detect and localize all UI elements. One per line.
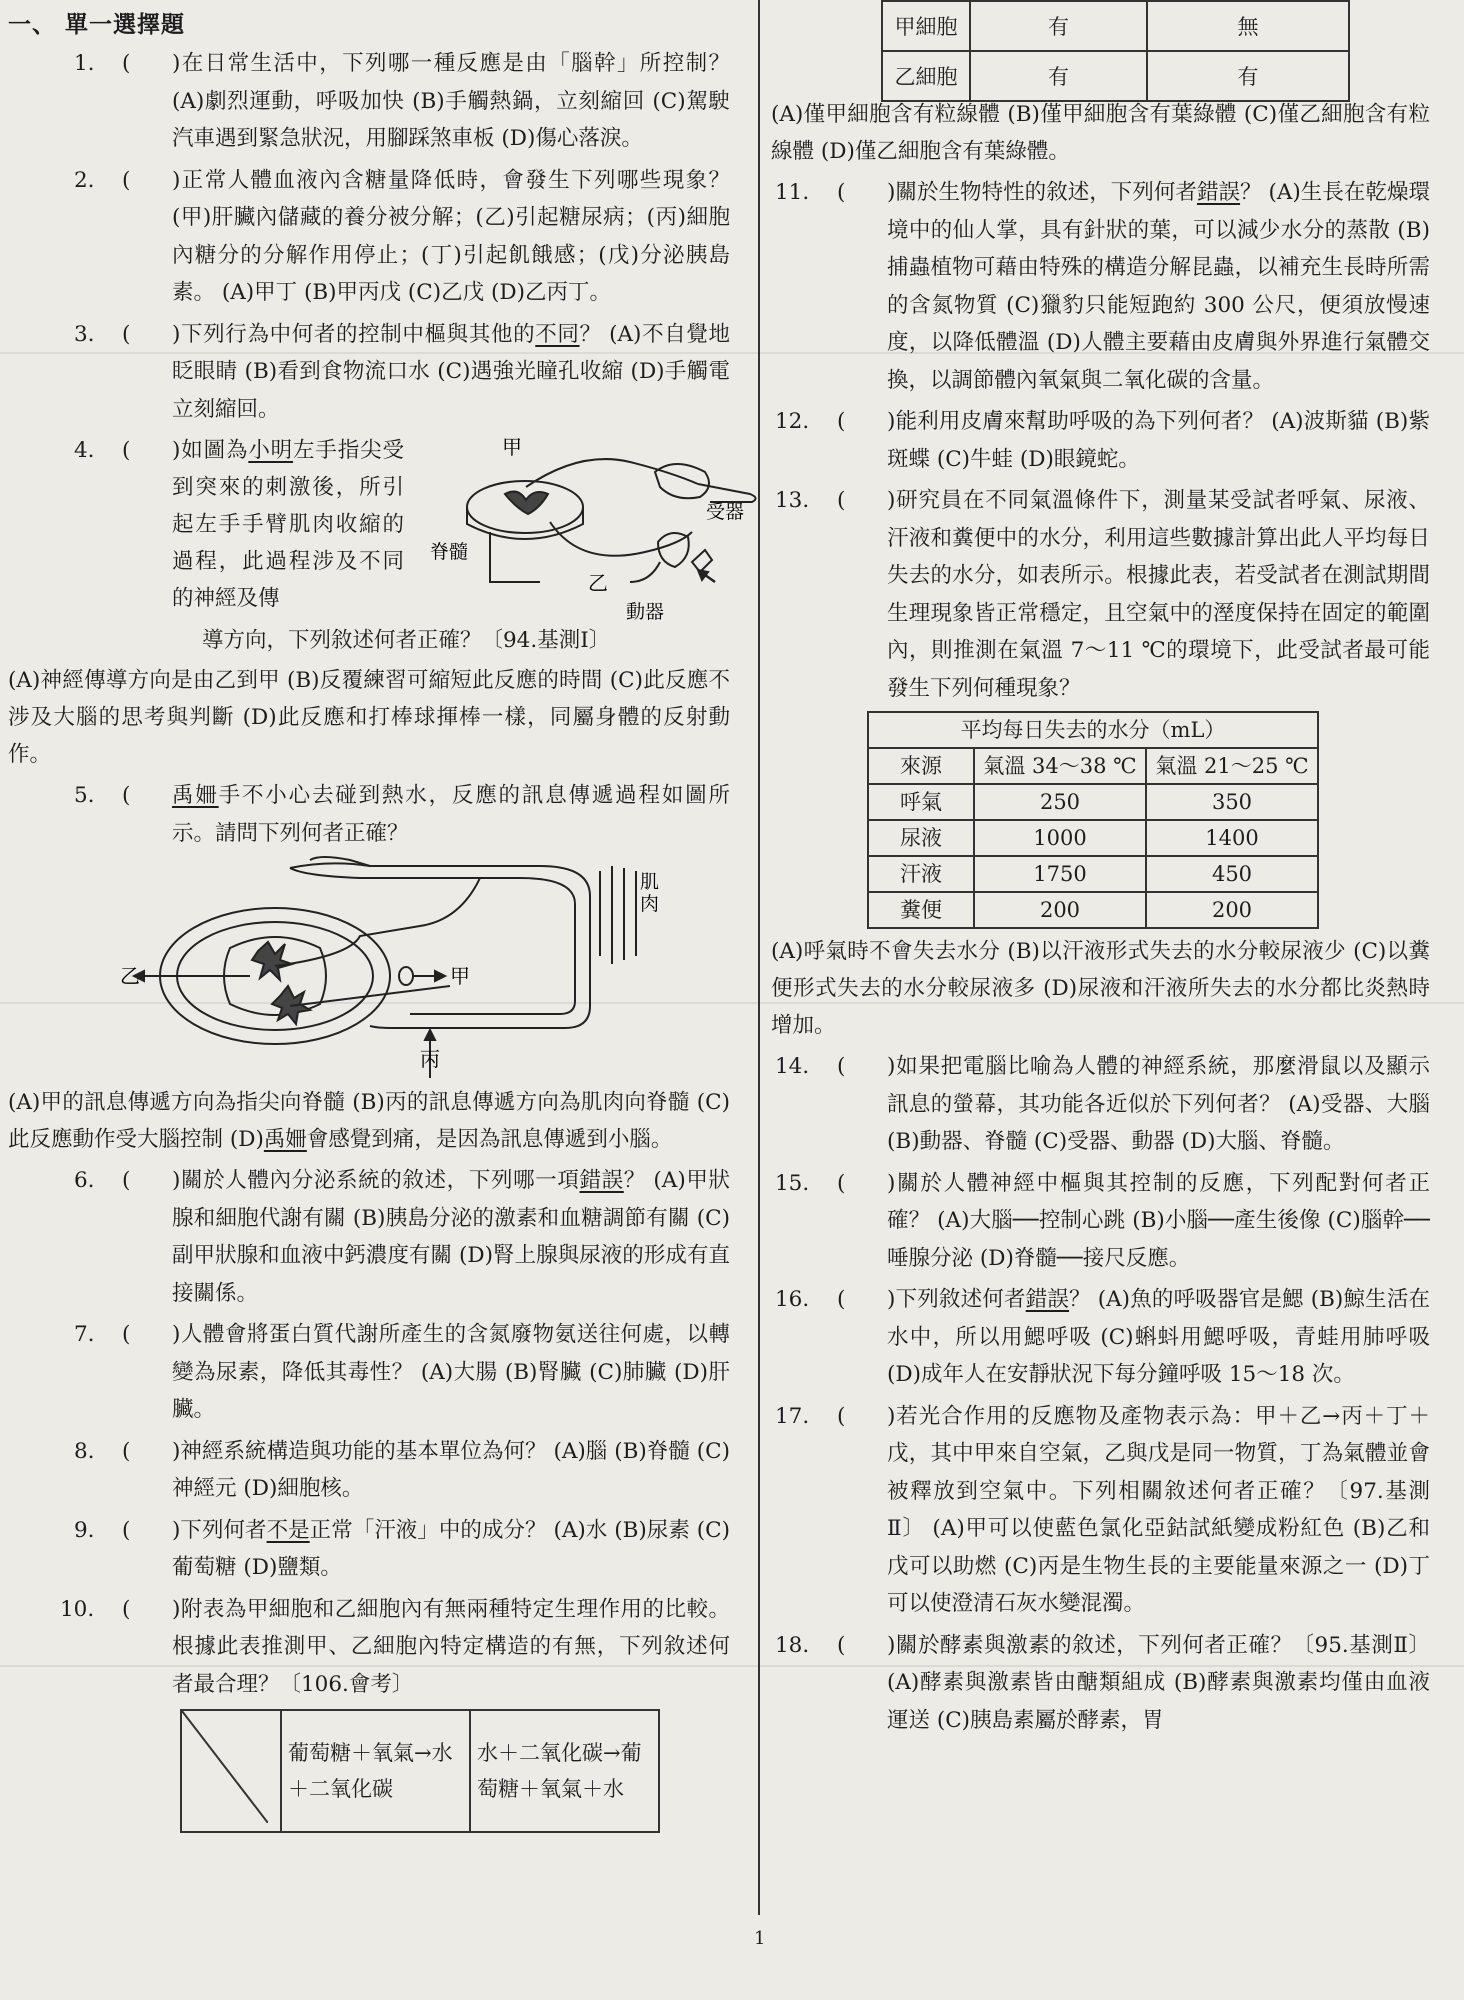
figure-label: 甲 (450, 964, 470, 988)
question-number: 5. (74, 783, 95, 808)
question-text: )如圖為 (172, 438, 249, 463)
answer-blank[interactable]: ( (837, 488, 846, 513)
question-1 (60, 45, 730, 158)
question-text: )下列何者 (172, 1517, 267, 1543)
table-cell: 尿液 (868, 820, 974, 856)
table-cell: 350 (1146, 784, 1318, 820)
answer-blank[interactable]: ( (122, 1596, 131, 1622)
table-row (868, 892, 1318, 928)
question-number: 6. (74, 1168, 95, 1193)
question-7 (60, 1316, 730, 1429)
answer-blank[interactable]: ( (122, 1322, 131, 1347)
question-number: 1. (74, 51, 95, 76)
emphasis-text: 錯誤 (579, 1168, 624, 1193)
question-number: 10. (60, 1596, 95, 1622)
column-divider (758, 0, 760, 1915)
question-text: ？ (A)魚的呼吸器官是鰓 (B)鯨生活在水中，所以用鰓呼吸 (C)蝌蚪用鰓呼吸，青蛙用肺呼吸 (D)成年人在安靜狀況下每分鐘呼吸 15～18 次。 (887, 1287, 1430, 1387)
right-column (771, 96, 1430, 1743)
question-number: 8. (74, 1438, 95, 1464)
question-number: 18. (775, 1632, 810, 1658)
table-row (882, 1, 1349, 51)
answer-blank[interactable]: ( (122, 1438, 131, 1464)
question-number: 13. (775, 488, 810, 513)
figure-label: 肉 (640, 893, 660, 915)
question-text: 會感覺到痛，是因為訊息傳遞到小腦。 (306, 1127, 673, 1152)
question-text: 手不小心去碰到熱水，反應的訊息傳遞過程如圖所示。請問下列何者正確？ (172, 783, 730, 846)
diagonal-cell (181, 1710, 281, 1832)
table-cell: 250 (974, 784, 1146, 820)
emphasis-text: 小明 (248, 438, 294, 463)
question-10-options: (A)僅甲細胞含有粒線體 (B)僅甲細胞含有葉綠體 (C)僅乙細胞含有粒線體 (D)僅乙細胞含有葉綠體。 (771, 102, 1430, 164)
answer-blank[interactable]: ( (837, 409, 846, 434)
question-number: 2. (74, 167, 95, 193)
answer-blank[interactable]: ( (122, 783, 131, 808)
question-number: 16. (775, 1287, 810, 1312)
emphasis-text: 錯誤 (1196, 180, 1241, 205)
question-9 (60, 1512, 730, 1587)
question-text: )研究員在不同氣溫條件下，測量某受試者呼氣、尿液、汗液和糞便中的水分，利用這些數據計算出此人平均每日失去的水分，如表所示。根據此表，若受試者在測試期間生理現象皆正常穩定，且空氣中的溼度保持在固定的範圍內，則推測在氣溫 7～11 ℃的環境下，此受試者最可能發生下列何種現象？ (887, 488, 1430, 701)
section-title: 一、 單一選擇題 (8, 11, 186, 38)
table-cell: 有 (970, 1, 1147, 51)
table-cell: 乙細胞 (882, 51, 970, 101)
figure-label: 丙 (420, 1047, 440, 1071)
table-header: 來源 (868, 748, 974, 784)
table-cell: 450 (1146, 856, 1318, 892)
question-text: )在日常生活中，下列哪一種反應是由「腦幹」所控制？ (A)劇烈運動，呼吸加快 (B)手觸熱鍋，立刻縮回 (C)駕駛汽車遇到緊急狀況，用腳踩煞車板 (D)傷心落淚。 (172, 51, 730, 151)
table-header: 葡萄糖＋氧氣→水＋二氧化碳 (281, 1710, 470, 1832)
question-number: 4. (74, 438, 95, 463)
question-5-options (8, 1084, 730, 1158)
question-10 (60, 1591, 730, 1704)
table-header: 氣溫 34～38 ℃ (974, 748, 1146, 784)
table-cell: 1400 (1146, 820, 1318, 856)
table-row (882, 51, 1349, 101)
answer-blank[interactable]: ( (122, 1168, 131, 1193)
answer-blank[interactable]: ( (837, 1054, 846, 1079)
question-text: )附表為甲細胞和乙細胞內有無兩種特定生理作用的比較。根據此表推測甲、乙細胞內特定構造的有無，下列敘述何者最合理？〔106.會考〕 (172, 1596, 730, 1697)
answer-blank[interactable]: ( (837, 180, 846, 205)
question-text: )若光合作用的反應物及產物表示為：甲＋乙→丙＋丁＋戊，其中甲來自空氣，乙與戊是同一物質，丁為氣體並會被釋放到空氣中。下列相關敘述何者正確？〔97.基測Ⅱ〕 (A)甲可以使藍色氯化亞鈷試紙變成粉紅色 (B)乙和戊可以助燃 (C)丙是生物生長的主要能量來源之一 (D)丁可以使澄清石灰水變混濁。 (887, 1403, 1430, 1616)
figure-label: 乙 (588, 571, 608, 595)
question-14 (775, 1048, 1430, 1161)
table-cell: 汗液 (868, 856, 974, 892)
table-cell: 呼氣 (868, 784, 974, 820)
table-cell: 200 (974, 892, 1146, 928)
question-text: )神經系統構造與功能的基本單位為何？ (A)腦 (B)脊髓 (C)神經元 (D)細胞核。 (172, 1438, 730, 1501)
question-text: )人體會將蛋白質代謝所產生的含氮廢物氨送往何處，以轉變為尿素，降低其毒性？ (A)大腸 (B)腎臟 (C)肺臟 (D)肝臟。 (172, 1322, 730, 1422)
question-number: 11. (775, 180, 810, 205)
answer-blank[interactable]: ( (837, 1632, 846, 1658)
question-text: )關於人體內分泌系統的敘述，下列哪一項 (172, 1168, 580, 1193)
question-text: ？ (A)甲狀腺和細胞代謝有關 (B)胰島分泌的激素和血糖調節有關 (C)副甲狀腺和血液中鈣濃度有關 (D)腎上腺與尿液的形成有直接關係。 (172, 1168, 730, 1306)
table-header: 水＋二氧化碳→葡萄糖＋氧氣＋水 (470, 1710, 659, 1832)
emphasis-text: 不同 (535, 321, 580, 347)
left-column (8, 0, 745, 1833)
cell-comparison-table-head (180, 1709, 660, 1833)
figure-label: 動器 (626, 601, 665, 622)
table-cell: 1000 (974, 820, 1146, 856)
question-2 (60, 162, 730, 312)
question-8 (60, 1433, 730, 1508)
table-row (868, 856, 1318, 892)
question-number: 14. (775, 1054, 810, 1079)
cell-comparison-table-body (881, 0, 1350, 102)
question-text: )下列行為中何者的控制中樞與其他的 (172, 321, 536, 347)
table-cell: 1750 (974, 856, 1146, 892)
answer-blank[interactable]: ( (122, 321, 131, 347)
answer-blank[interactable]: ( (122, 1517, 131, 1543)
question-text: 正常「汗液」中的成分？ (A)水 (B)尿素 (C)葡萄糖 (D)鹽類。 (172, 1517, 730, 1580)
question-text: (A)甲的訊息傳遞方向為指尖向脊髓 (B)丙的訊息傳遞方向為肌肉向脊髓 (C)此反應動作受大腦控制 (D) (8, 1090, 730, 1152)
table-cell: 甲細胞 (882, 1, 970, 51)
table-cell: 有 (1147, 51, 1349, 101)
question-text: )如果把電腦比喻為人體的神經系統，那麼滑鼠以及顯示訊息的螢幕，其功能各近似於下列何者？ (A)受器、大腦 (B)動器、脊髓 (C)受器、動器 (D)大腦、脊髓。 (887, 1054, 1430, 1154)
question-text: )關於酵素與激素的敘述，下列何者正確？〔95.基測Ⅱ〕 (A)酵素與激素皆由醣類組成 (B)酵素與激素均僅由血液運送 (C)胰島素屬於酵素，胃 (887, 1632, 1430, 1733)
figure-label: 乙 (120, 964, 140, 988)
question-4-options: (A)神經傳導方向是由乙到甲 (B)反覆練習可縮短此反應的時間 (C)此反應不涉及大腦的思考與判斷 (D)此反應和打棒球揮棒一樣，同屬身體的反射動作。 (8, 668, 730, 767)
table-cell: 有 (970, 51, 1147, 101)
question-16 (775, 1281, 1430, 1394)
answer-blank[interactable]: ( (837, 1170, 846, 1196)
question-12 (775, 403, 1430, 478)
question-text: 導方向，下列敘述何者正確？〔94.基測Ⅰ〕 (202, 628, 611, 653)
question-13 (775, 482, 1430, 707)
figure-label: 脊髓 (430, 541, 469, 563)
question-11 (775, 174, 1430, 399)
emphasis-text: 禹姍 (172, 783, 219, 808)
figure-label: 肌 (640, 871, 660, 893)
question-5-figure-area (60, 856, 730, 1084)
question-number: 12. (775, 409, 810, 434)
table-row (868, 784, 1318, 820)
figure-label: 受器 (706, 501, 745, 523)
table-header: 氣溫 21～25 ℃ (1146, 748, 1318, 784)
question-3 (60, 316, 730, 429)
question-text: )下列敘述何者 (887, 1287, 1026, 1312)
table-title: 平均每日失去的水分（mL） (868, 712, 1318, 748)
question-text: )能利用皮膚來幫助呼吸的為下列何者？ (A)波斯貓 (B)紫斑蝶 (C)牛蛙 (D)眼鏡蛇。 (887, 409, 1430, 472)
question-number: 15. (775, 1170, 810, 1196)
question-text: ？ (A)生長在乾燥環境中的仙人掌，具有針狀的葉，可以減少水分的蒸散 (B)捕蟲植物可藉由特殊的構造分解昆蟲，以補充生長時所需的含氮物質 (C)獵豹只能短跑約 300 公尺，便須放慢速度，以降低體溫 (D)人體主要藉由皮膚與外界進行氣體交換，以調節體內氧氣與二氧化碳的含量。 (887, 180, 1430, 393)
question-number: 3. (74, 321, 95, 347)
table-row (868, 820, 1318, 856)
table-cell: 糞便 (868, 892, 974, 928)
question-6 (60, 1162, 730, 1312)
question-4 (60, 432, 745, 658)
question-text: )正常人體血液內含糖量降低時，會發生下列哪些現象？(甲)肝臟內儲藏的養分被分解；(乙)引起糖尿病；(丙)細胞內糖分的分解作用停止；(丁)引起飢餓感；(戊)分泌胰島素。 (A)甲丁 (B)甲丙戊 (C)乙戊 (D)乙丙丁。 (172, 167, 730, 305)
answer-blank[interactable]: ( (122, 438, 131, 463)
question-13-options: (A)呼氣時不會失去水分 (B)以汗液形式失去的水分較尿液少 (C)以糞便形式失去的水分較尿液多 (D)尿液和汗液所失去的水分都比炎熱時增加。 (771, 939, 1430, 1038)
emphasis-text: 錯誤 (1025, 1287, 1070, 1312)
question-text: ？ (A)不自覺地眨眼睛 (B)看到食物流口水 (C)遇強光瞳孔收縮 (D)手觸電立刻縮回。 (172, 321, 730, 422)
reflex-arc-figure (430, 432, 770, 622)
table-cell: 無 (1147, 1, 1349, 51)
question-number: 7. (74, 1322, 95, 1347)
water-loss-table (867, 711, 1319, 929)
table-cell: 200 (1146, 892, 1318, 928)
question-text: )關於生物特性的敘述，下列何者 (887, 180, 1197, 205)
question-17 (775, 1398, 1430, 1623)
emphasis-text: 不是 (266, 1517, 310, 1543)
question-15 (775, 1165, 1430, 1278)
question-18 (775, 1627, 1430, 1740)
hot-water-reflex-figure (120, 856, 680, 1084)
question-number: 17. (775, 1403, 810, 1429)
question-number: 9. (74, 1517, 95, 1543)
question-text: 左手指尖受到突來的刺激後，所引起左手手臂肌肉收縮的過程，此過程涉及不同的神經及傳 (172, 438, 404, 611)
page-number: 1 (754, 1928, 766, 1949)
answer-blank[interactable]: ( (122, 167, 131, 193)
question-text: )關於人體神經中樞與其控制的反應，下列配對何者正確？ (A)大腦──控制心跳 (B)小腦──產生後像 (C)腦幹──唾腺分泌 (D)脊髓──接尺反應。 (887, 1170, 1430, 1271)
emphasis-text: 禹姍 (263, 1127, 307, 1152)
answer-blank[interactable]: ( (837, 1403, 846, 1429)
answer-blank[interactable]: ( (122, 51, 131, 76)
figure-label: 甲 (502, 435, 522, 459)
answer-blank[interactable]: ( (837, 1287, 846, 1312)
question-5 (60, 777, 730, 852)
